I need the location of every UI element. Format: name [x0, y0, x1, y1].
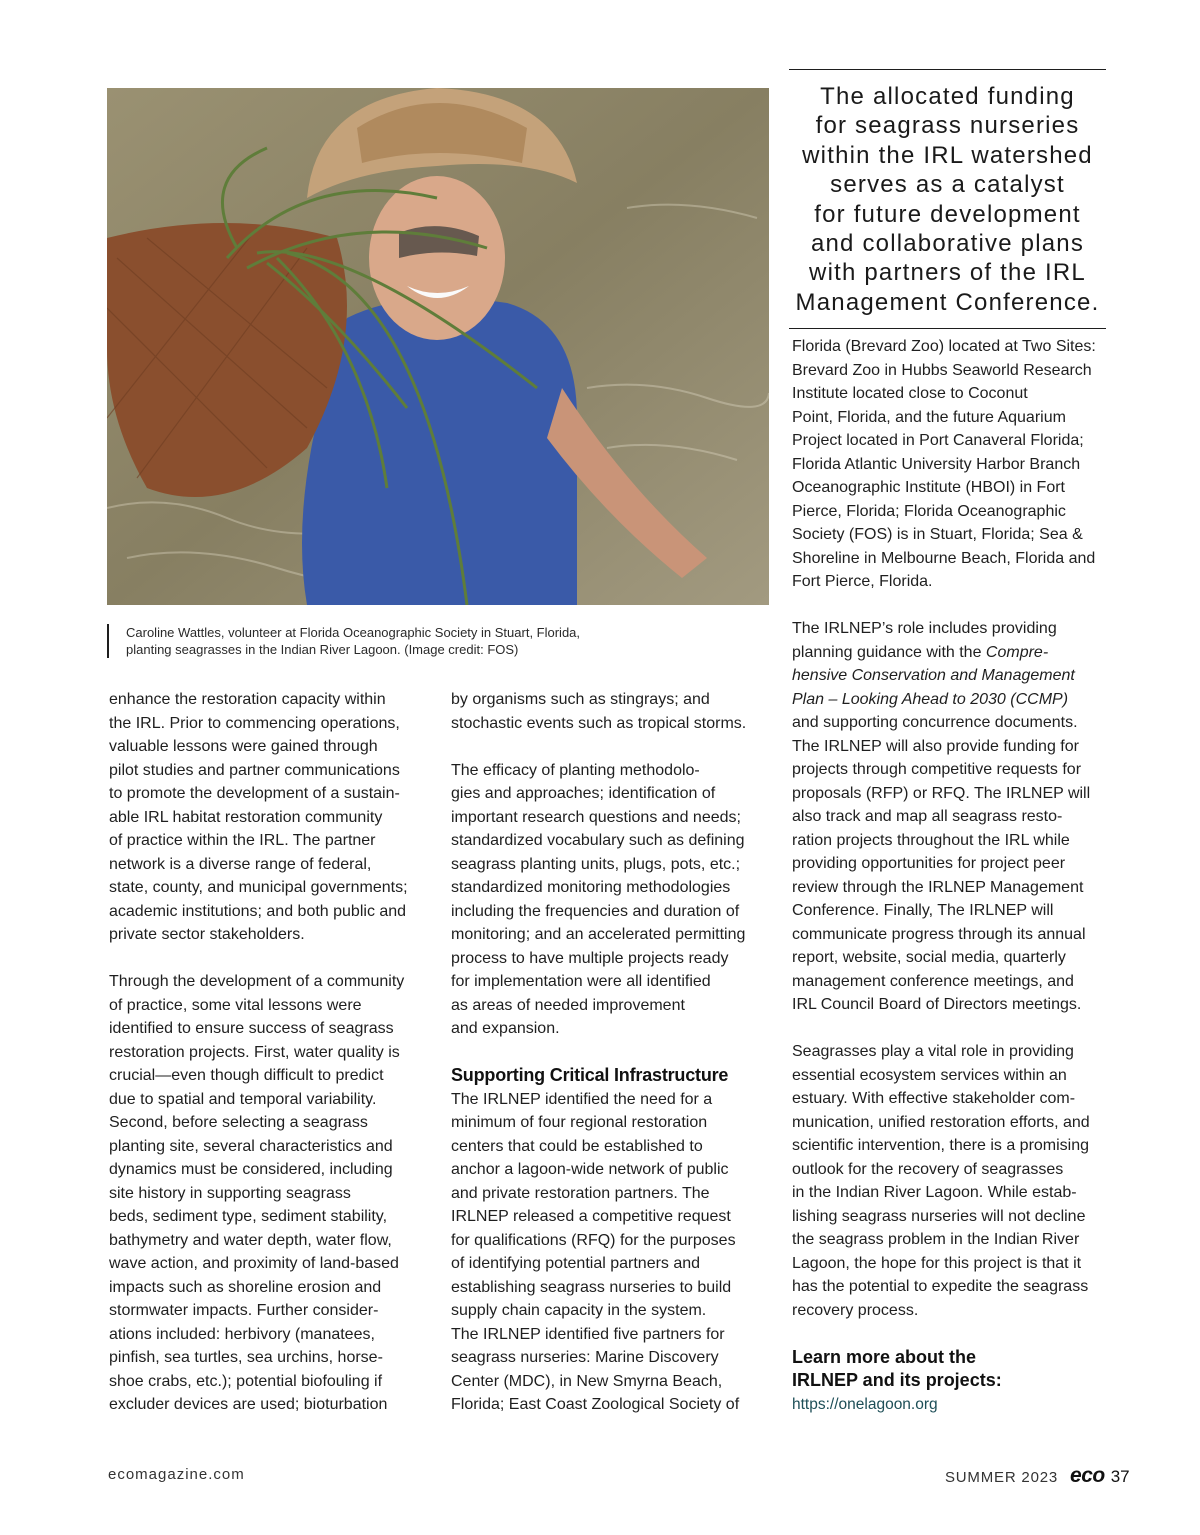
text-line: ations included: herbivory (manatees,: [109, 1325, 375, 1343]
paragraph-gap: [451, 735, 776, 759]
body-column-2: [451, 688, 776, 1417]
text-line: able IRL habitat restoration community: [109, 808, 383, 826]
text-line: IRLNEP released a competitive request: [451, 1208, 731, 1225]
pullquote: [789, 82, 1106, 317]
text-line: The IRLNEP’s role includes providing: [792, 620, 1057, 637]
text-line: Conference. Finally, The IRLNEP will: [792, 902, 1054, 919]
footer-issue: [945, 1464, 1130, 1488]
caption-line: Caroline Wattles, volunteer at Florida Oceanographic Society in Stuart, Florida,: [126, 625, 581, 640]
text-line: in the Indian River Lagoon. While estab-: [792, 1184, 1077, 1201]
text-line: seagrass nurseries: Marine Discovery: [451, 1349, 719, 1366]
text-line: estuary. With effective stakeholder com-: [792, 1090, 1076, 1107]
text-line: stormwater impacts. Further consider-: [109, 1302, 379, 1319]
text-line: of practice, some vital lessons were: [109, 996, 362, 1014]
pullquote-top-rule: [789, 69, 1106, 70]
text-line: important research questions and needs;: [451, 808, 741, 826]
text-line: management conference meetings, and: [792, 972, 1074, 990]
text-line: Project located in Port Canaveral Florida;: [792, 432, 1084, 449]
photo-image: [107, 88, 769, 605]
text-line: wave action, and proximity of land-based: [109, 1255, 399, 1272]
paragraph-gap: [792, 594, 1117, 618]
text-line: Pierce, Florida; Florida Oceanographic: [792, 502, 1066, 520]
text-line: Second, before selecting a seagrass: [109, 1114, 368, 1131]
text-line: lishing seagrass nurseries will not decline: [792, 1207, 1086, 1225]
photo-caption: [107, 624, 686, 658]
pullquote-line: within the IRL watershed: [802, 141, 1093, 169]
text-line: shoe crabs, etc.); potential biofouling if: [109, 1372, 383, 1390]
text-line: munication, unified restoration efforts, and: [792, 1113, 1090, 1131]
text-line: providing opportunities for project peer: [792, 855, 1066, 872]
text-line: Seagrasses play a vital role in providing: [792, 1043, 1074, 1060]
text-line: scientific intervention, there is a promising: [792, 1137, 1090, 1154]
text-line: projects through competitive requests for: [792, 761, 1082, 778]
text-line: site history in supporting seagrass: [109, 1184, 351, 1202]
issue-label: SUMMER 2023: [945, 1469, 1059, 1486]
text-line: Institute located close to Coconut: [792, 385, 1028, 402]
text-line: centers that could be established to: [451, 1137, 703, 1155]
text-line: the seagrass problem in the Indian River: [792, 1231, 1080, 1248]
article-photo: [107, 88, 769, 605]
text-line: ration projects throughout the IRL while: [792, 831, 1070, 849]
text-line: outlook for the recovery of seagrasses: [792, 1160, 1064, 1178]
ccmp-title-fragment: Plan – Looking Ahead to 2030 (CCMP): [792, 690, 1069, 708]
text-line: review through the IRLNEP Management: [792, 878, 1084, 896]
text-line: stochastic events such as tropical storms.: [451, 714, 747, 732]
text-line: Shoreline in Melbourne Beach, Florida and: [792, 549, 1096, 567]
text-fragment: planning guidance with the: [792, 643, 986, 661]
pullquote-bottom-rule: [789, 328, 1106, 329]
paragraph-gap: [451, 1041, 776, 1065]
text-line: academic institutions; and both public and: [109, 902, 407, 920]
text-line: Society (FOS) is in Stuart, Florida; Sea &: [792, 526, 1083, 543]
text-line: of practice within the IRL. The partner: [109, 832, 376, 849]
text-line: recovery process.: [792, 1301, 919, 1319]
eco-logo: eco: [1070, 1464, 1105, 1487]
text-line: Fort Pierce, Florida.: [792, 573, 933, 590]
page-number: 37: [1110, 1467, 1130, 1486]
text-line: Lagoon, the hope for this project is that it: [792, 1254, 1082, 1272]
text-line: essential ecosystem services within an: [792, 1066, 1067, 1084]
pullquote-line: serves as a catalyst: [830, 171, 1065, 199]
text-line: as areas of needed improvement: [451, 996, 685, 1014]
text-line: communicate progress through its annual: [792, 925, 1086, 943]
text-line: planting site, several characteristics and: [109, 1137, 393, 1155]
ccmp-title-fragment: hensive Conservation and Management: [792, 667, 1075, 684]
text-line: [792, 664, 1117, 688]
text-line: Point, Florida, and the future Aquarium: [792, 408, 1066, 426]
text-line: enhance the restoration capacity within: [109, 691, 386, 708]
text-line: IRL Council Board of Directors meetings.: [792, 996, 1082, 1013]
text-line: standardized monitoring methodologies: [451, 879, 731, 896]
text-line: pilot studies and partner communications: [109, 761, 400, 779]
pullquote-line: for future development: [814, 200, 1081, 228]
text-line: and private restoration partners. The: [451, 1184, 710, 1202]
text-line: Florida; East Coast Zoological Society of: [451, 1396, 740, 1413]
text-line: proposals (RFP) or RFQ. The IRLNEP will: [792, 784, 1091, 802]
paragraph-gap: [792, 1322, 1117, 1346]
body-column-3: [792, 335, 1117, 1416]
section-heading: Supporting Critical Infrastructure: [451, 1065, 729, 1085]
learn-more-heading: Learn more about the: [792, 1346, 977, 1367]
text-line: dynamics must be considered, including: [109, 1161, 393, 1178]
text-line: for qualifications (RFQ) for the purposes: [451, 1231, 736, 1249]
text-line: process to have multiple projects ready: [451, 949, 729, 967]
text-line: Center (MDC), in New Smyrna Beach,: [451, 1372, 723, 1390]
paragraph-gap: [109, 947, 434, 971]
text-line: and supporting concurrence documents.: [792, 714, 1078, 731]
caption-line: planting seagrasses in the Indian River Lagoon. (Image credit: FOS): [126, 642, 519, 657]
website-link[interactable]: https://onelagoon.org: [792, 1395, 938, 1413]
footer-site[interactable]: ecomagazine.com: [108, 1466, 245, 1483]
text-line: beds, sediment type, sediment stability,: [109, 1208, 388, 1225]
ccmp-title-fragment: Compre-: [985, 643, 1049, 661]
text-line: Oceanographic Institute (HBOI) in Fort: [792, 479, 1065, 496]
text-line: the IRL. Prior to commencing operations,: [109, 714, 400, 732]
text-line: The efficacy of planting methodolo-: [451, 761, 700, 779]
text-line: establishing seagrass nurseries to build: [451, 1278, 732, 1296]
pullquote-line: and collaborative plans: [810, 230, 1085, 258]
text-line: identified to ensure success of seagrass: [109, 1020, 394, 1037]
text-line: by organisms such as stingrays; and: [451, 691, 710, 708]
learn-more-heading: IRLNEP and its projects:: [792, 1370, 1002, 1390]
text-line: and expansion.: [451, 1020, 560, 1037]
text-line: report, website, social media, quarterly: [792, 949, 1066, 966]
text-line: Through the development of a community: [109, 973, 405, 990]
text-line: minimum of four regional restoration: [451, 1114, 708, 1131]
text-line: pinfish, sea turtles, sea urchins, horse-: [109, 1349, 383, 1366]
text-line: supply chain capacity in the system.: [451, 1302, 707, 1319]
text-line: crucial—even though difficult to predict: [109, 1067, 384, 1084]
pullquote-line: for seagrass nurseries: [815, 112, 1080, 140]
text-line: gies and approaches; identification of: [451, 785, 716, 802]
pullquote-line: The allocated funding: [820, 83, 1075, 110]
text-line: has the potential to expedite the seagrass: [792, 1278, 1089, 1295]
text-line: valuable lessons were gained through: [109, 738, 378, 755]
text-line: of identifying potential partners and: [451, 1255, 701, 1272]
paragraph-gap: [792, 1017, 1117, 1041]
text-line: due to spatial and temporal variability.: [109, 1090, 377, 1108]
text-line: Florida Atlantic University Harbor Branch: [792, 455, 1081, 473]
text-line: network is a diverse range of federal,: [109, 855, 372, 873]
text-line: anchor a lagoon-wide network of public: [451, 1161, 729, 1178]
text-line: including the frequencies and duration of: [451, 902, 740, 920]
text-line: impacts such as shoreline erosion and: [109, 1278, 382, 1296]
text-line: excluder devices are used; bioturbation: [109, 1396, 388, 1413]
text-line: seagrass planting units, plugs, pots, etc.;: [451, 855, 741, 873]
text-line: Brevard Zoo in Hubbs Seaworld Research: [792, 361, 1092, 379]
text-line: [792, 688, 1117, 712]
text-line: The IRLNEP identified five partners for: [451, 1325, 725, 1343]
text-line: for implementation were all identified: [451, 973, 711, 990]
pullquote-line: with partners of the IRL: [809, 259, 1086, 287]
text-line: standardized vocabulary such as defining: [451, 832, 745, 849]
text-line: private sector stakeholders.: [109, 926, 305, 943]
text-line: bathymetry and water depth, water flow,: [109, 1231, 392, 1249]
text-line: The IRLNEP will also provide funding for: [792, 737, 1079, 755]
text-line: The IRLNEP identified the need for a: [451, 1090, 713, 1108]
text-line: restoration projects. First, water quality is: [109, 1043, 400, 1061]
pullquote-line: Management Conference.: [795, 288, 1100, 316]
text-line: monitoring; and an accelerated permitting: [451, 926, 746, 943]
text-line: Florida (Brevard Zoo) located at Two Sites:: [792, 338, 1096, 355]
text-line: to promote the development of a sustain-: [109, 785, 400, 802]
text-line: also track and map all seagrass resto-: [792, 808, 1063, 825]
text-line: [792, 641, 1117, 665]
body-column-1: [109, 688, 434, 1417]
text-line: state, county, and municipal governments;: [109, 879, 408, 896]
